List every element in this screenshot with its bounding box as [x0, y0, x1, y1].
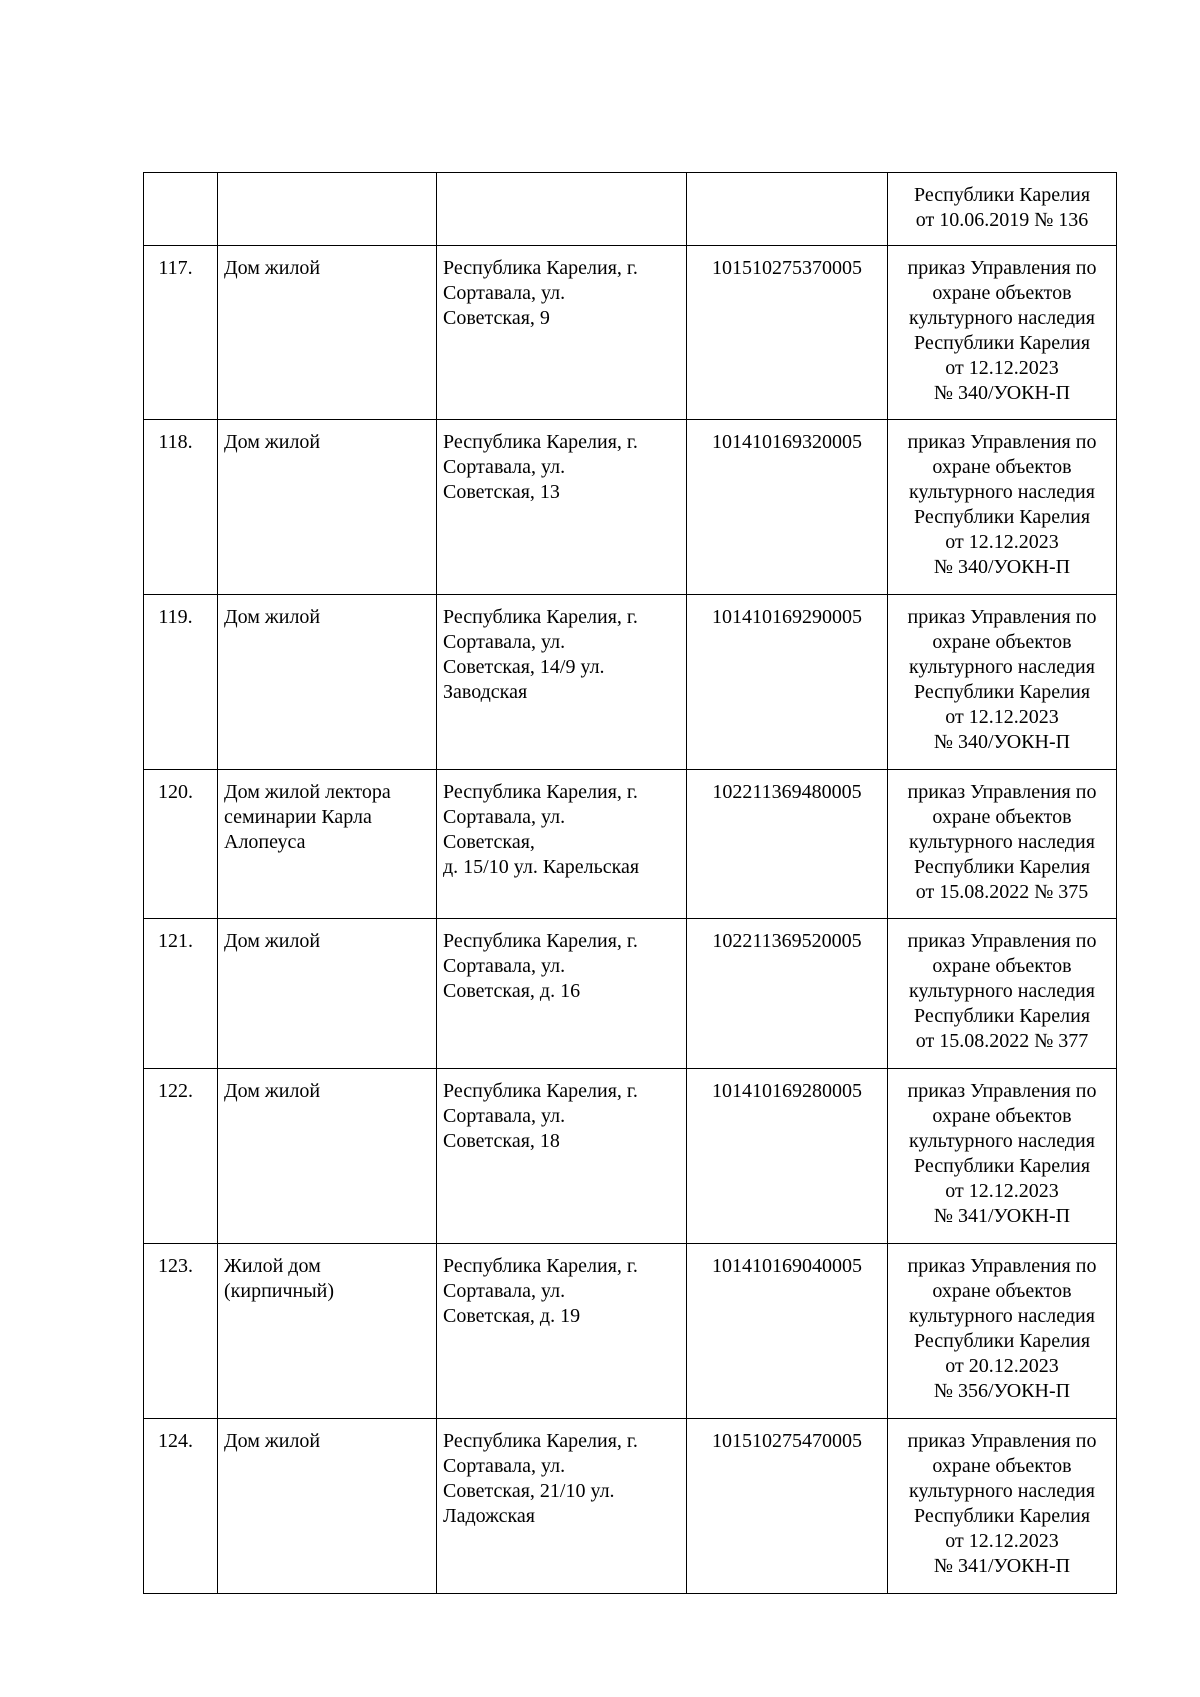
- cell-document: [888, 770, 1117, 919]
- table-row: [144, 246, 1117, 420]
- doc-line: № 340/УОКН-П: [933, 731, 1071, 753]
- cell-number: 119.: [144, 595, 218, 770]
- doc-line: Республики Карелия: [913, 1330, 1091, 1352]
- address-line: Сортавала, ул.: [443, 1280, 566, 1302]
- address-line: Сортавала, ул.: [443, 955, 566, 977]
- doc-line: культурного наследия: [909, 481, 1095, 503]
- doc-line: охране объектов: [932, 1455, 1072, 1477]
- cell-document: [888, 420, 1117, 595]
- cell-name: [218, 1419, 437, 1594]
- cell-reg-number: 102211369480005: [687, 770, 888, 919]
- cell-number: 118.: [144, 420, 218, 595]
- cell-number: 120.: [144, 770, 218, 919]
- cell-name: [218, 595, 437, 770]
- cell-name: [218, 420, 437, 595]
- doc-line: от 12.12.2023: [945, 1530, 1059, 1552]
- doc-line: Республики Карелия: [913, 332, 1091, 354]
- name-line: Дом жилой: [224, 1430, 321, 1452]
- table-row: [144, 1244, 1117, 1419]
- address-line: Советская, 13: [443, 481, 560, 503]
- cell-reg-number: 102211369520005: [687, 919, 888, 1069]
- doc-line: Республики Карелия: [913, 1505, 1091, 1527]
- cell-address: [437, 595, 687, 770]
- doc-line: приказ Управления по: [907, 257, 1097, 279]
- cell-address: [437, 1069, 687, 1244]
- doc-line: Республики Карелия: [913, 681, 1091, 703]
- name-line: Дом жилой: [224, 930, 321, 952]
- address-line: Советская, 9: [443, 307, 550, 329]
- doc-line: Республики Карелия: [913, 184, 1091, 206]
- doc-line: № 341/УОКН-П: [933, 1555, 1071, 1577]
- doc-line: от 12.12.2023: [945, 1180, 1059, 1202]
- cell-address: [437, 1419, 687, 1594]
- cell-reg-number: 101410169320005: [687, 420, 888, 595]
- cell-number: 122.: [144, 1069, 218, 1244]
- name-line: Дом жилой: [224, 431, 321, 453]
- doc-line: культурного наследия: [909, 1130, 1095, 1152]
- cell-address: [437, 919, 687, 1069]
- address-line: Заводская: [443, 681, 528, 703]
- doc-line: охране объектов: [932, 282, 1072, 304]
- doc-line: охране объектов: [932, 456, 1072, 478]
- cell-reg-number: [687, 173, 888, 246]
- table-row: [144, 1069, 1117, 1244]
- address-line: Ладожская: [443, 1505, 535, 1527]
- doc-line: от 15.08.2022 № 377: [915, 1030, 1089, 1052]
- name-line: Жилой дом: [224, 1255, 321, 1277]
- address-line: Сортавала, ул.: [443, 456, 566, 478]
- address-line: Сортавала, ул.: [443, 282, 566, 304]
- address-line: Республика Карелия, г.: [443, 606, 638, 628]
- doc-line: приказ Управления по: [907, 606, 1097, 628]
- address-line: Сортавала, ул.: [443, 631, 566, 653]
- table-row: [144, 420, 1117, 595]
- cell-address: [437, 246, 687, 420]
- heritage-registry-table: [143, 172, 1117, 1594]
- doc-line: приказ Управления по: [907, 930, 1097, 952]
- cell-number: 124.: [144, 1419, 218, 1594]
- cell-document: [888, 173, 1117, 246]
- doc-line: приказ Управления по: [907, 1430, 1097, 1452]
- cell-address: [437, 420, 687, 595]
- name-line: Дом жилой: [224, 257, 321, 279]
- doc-line: охране объектов: [932, 955, 1072, 977]
- table-row-continuation: [144, 173, 1117, 246]
- address-line: Советская, 21/10 ул.: [443, 1480, 615, 1502]
- address-line: Республика Карелия, г.: [443, 930, 638, 952]
- name-line: Дом жилой: [224, 1080, 321, 1102]
- cell-document: [888, 246, 1117, 420]
- cell-reg-number: 101410169290005: [687, 595, 888, 770]
- cell-name: [218, 919, 437, 1069]
- cell-number: 123.: [144, 1244, 218, 1419]
- cell-name: [218, 246, 437, 420]
- cell-document: [888, 1244, 1117, 1419]
- name-line: (кирпичный): [224, 1280, 335, 1302]
- doc-line: приказ Управления по: [907, 431, 1097, 453]
- table-row: [144, 595, 1117, 770]
- cell-document: [888, 1069, 1117, 1244]
- cell-reg-number: 101510275470005: [687, 1419, 888, 1594]
- doc-line: от 15.08.2022 № 375: [915, 881, 1089, 903]
- doc-line: охране объектов: [932, 806, 1072, 828]
- address-line: Советская, д. 16: [443, 980, 581, 1002]
- doc-line: Республики Карелия: [913, 856, 1091, 878]
- address-line: Советская, д. 19: [443, 1305, 581, 1327]
- name-line: Дом жилой: [224, 606, 321, 628]
- cell-address: [437, 1244, 687, 1419]
- cell-reg-number: 101410169040005: [687, 1244, 888, 1419]
- doc-line: культурного наследия: [909, 831, 1095, 853]
- address-line: Республика Карелия, г.: [443, 1430, 638, 1452]
- doc-line: Республики Карелия: [913, 1155, 1091, 1177]
- cell-document: [888, 1419, 1117, 1594]
- address-line: Сортавала, ул.: [443, 1105, 566, 1127]
- doc-line: от 12.12.2023: [945, 531, 1059, 553]
- address-line: Республика Карелия, г.: [443, 1255, 638, 1277]
- cell-address: [437, 770, 687, 919]
- doc-line: охране объектов: [932, 1280, 1072, 1302]
- address-line: Советская,: [443, 831, 535, 853]
- doc-line: культурного наследия: [909, 1480, 1095, 1502]
- doc-line: приказ Управления по: [907, 1255, 1097, 1277]
- doc-line: культурного наследия: [909, 307, 1095, 329]
- cell-name: [218, 770, 437, 919]
- table-row: [144, 919, 1117, 1069]
- table-row: [144, 1419, 1117, 1594]
- name-line: Дом жилой лектора: [224, 781, 391, 803]
- cell-reg-number: 101410169280005: [687, 1069, 888, 1244]
- doc-line: № 341/УОКН-П: [933, 1205, 1071, 1227]
- table-row: [144, 770, 1117, 919]
- doc-line: культурного наследия: [909, 980, 1095, 1002]
- doc-line: культурного наследия: [909, 1305, 1095, 1327]
- address-line: Сортавала, ул.: [443, 1455, 566, 1477]
- name-line: семинарии Карла: [224, 806, 372, 828]
- doc-line: № 356/УОКН-П: [933, 1380, 1071, 1402]
- address-line: Советская, 14/9 ул.: [443, 656, 605, 678]
- cell-name: [218, 1244, 437, 1419]
- address-line: Республика Карелия, г.: [443, 257, 638, 279]
- doc-line: охране объектов: [932, 1105, 1072, 1127]
- cell-number: 121.: [144, 919, 218, 1069]
- doc-line: № 340/УОКН-П: [933, 382, 1071, 404]
- cell-name: [218, 1069, 437, 1244]
- address-line: д. 15/10 ул. Карельская: [443, 856, 640, 878]
- doc-line: от 10.06.2019 № 136: [915, 209, 1089, 231]
- cell-document: [888, 595, 1117, 770]
- address-line: Советская, 18: [443, 1130, 560, 1152]
- doc-line: от 20.12.2023: [945, 1355, 1059, 1377]
- cell-number: [144, 173, 218, 246]
- cell-name: [218, 173, 437, 246]
- doc-line: от 12.12.2023: [945, 357, 1059, 379]
- address-line: Республика Карелия, г.: [443, 431, 638, 453]
- address-line: Республика Карелия, г.: [443, 1080, 638, 1102]
- name-line: Алопеуса: [224, 831, 306, 853]
- address-line: Республика Карелия, г.: [443, 781, 638, 803]
- address-line: Сортавала, ул.: [443, 806, 566, 828]
- cell-reg-number: 101510275370005: [687, 246, 888, 420]
- doc-line: Республики Карелия: [913, 1005, 1091, 1027]
- doc-line: культурного наследия: [909, 656, 1095, 678]
- doc-line: Республики Карелия: [913, 506, 1091, 528]
- doc-line: приказ Управления по: [907, 781, 1097, 803]
- doc-line: от 12.12.2023: [945, 706, 1059, 728]
- cell-address: [437, 173, 687, 246]
- cell-document: [888, 919, 1117, 1069]
- doc-line: охране объектов: [932, 631, 1072, 653]
- doc-line: приказ Управления по: [907, 1080, 1097, 1102]
- doc-line: № 340/УОКН-П: [933, 556, 1071, 578]
- cell-number: 117.: [144, 246, 218, 420]
